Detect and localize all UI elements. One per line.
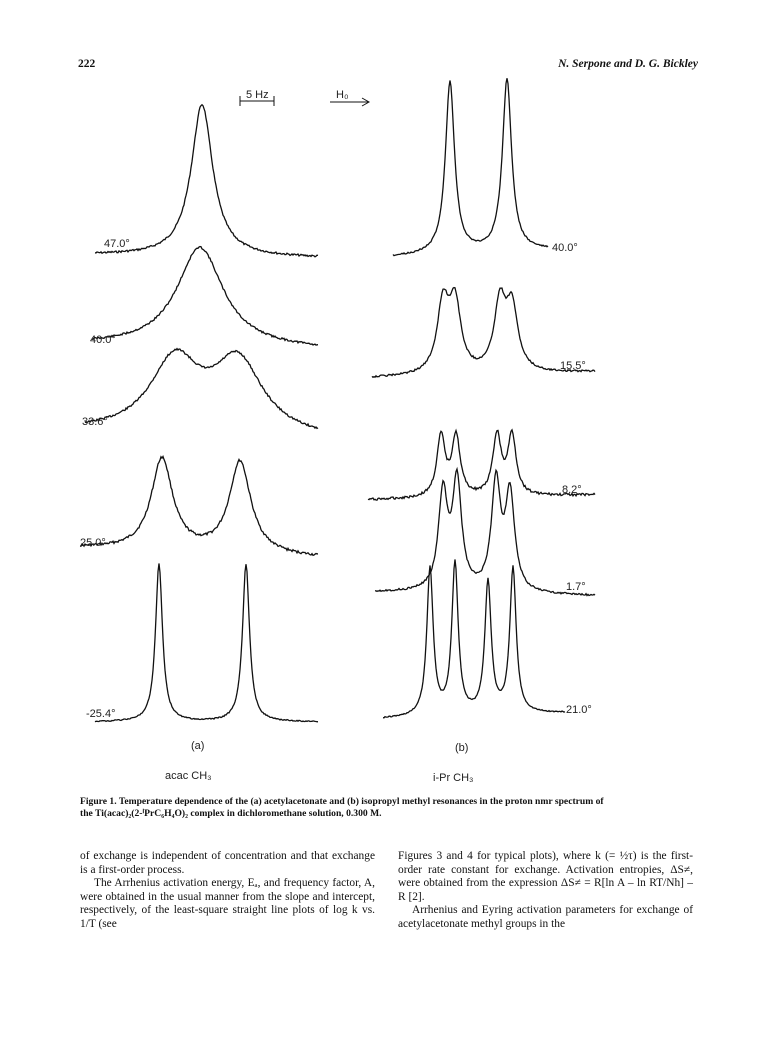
panel-b-letter: (b): [455, 742, 469, 754]
spectrum-a-33-6: [85, 349, 318, 429]
caption-line-2: the Ti(acac)₂(2-ⁱPrC₆H₄O)₂ complex in dichloromethane solution, 0.300 M.: [80, 808, 382, 819]
temp-label-b-2: 15.5°: [560, 360, 586, 372]
body-left-column: [80, 850, 375, 932]
body-paragraph: The Arrhenius activation energy, Eₐ, and frequency factor, A, were obtained in the usual manner from the slope and intercept, respectively, of the least-square straight line plots of log k vs. 1/T (see: [80, 877, 375, 930]
temp-label-a-3: 33.6°: [82, 416, 108, 428]
body-paragraph: Figures 3 and 4 for typical plots), where k (= ½τ) is the first-order rate constant for exchange. Activation entropies, ΔS≠, were obtained from the expression ΔS≠ = R[ln A – ln RT/Nh] – R [2].: [398, 850, 693, 903]
running-head-authors: N. Serpone and D. G. Bickley: [558, 58, 698, 70]
spectra-traces: [80, 78, 595, 722]
spectrum-a-m25-4: [95, 563, 318, 721]
panel-a-group-label: acac CH₃: [165, 770, 212, 782]
spectrum-a-40-0: [92, 247, 318, 346]
spectrum-b-21-0: [383, 559, 565, 717]
spectrum-a-47-0: [95, 105, 318, 257]
spectrum-b-8-2: [368, 430, 595, 500]
spectrum-a-25-0: [80, 457, 318, 556]
page-number: 222: [78, 58, 96, 70]
temp-label-b-5: 21.0°: [566, 704, 592, 716]
field-label: H₀: [336, 89, 349, 101]
temp-label-a-2: 40.0°: [90, 334, 116, 346]
caption-line-1: Figure 1. Temperature dependence of the (a) acetylacetonate and (b) isopropyl methyl resonances in the proton nmr spectrum of: [80, 796, 604, 807]
scale-bar-label: 5 Hz: [246, 89, 269, 101]
panel-a-letter: (a): [191, 740, 205, 752]
temp-label-b-3: 8.2°: [562, 484, 582, 496]
temp-label-a-5: -25.4°: [86, 708, 116, 720]
body-paragraph: of exchange is independent of concentration and that exchange is a first-order process.: [80, 850, 375, 876]
temp-label-a-1: 47.0°: [104, 238, 130, 250]
temp-label-a-4: 25.0°: [80, 537, 106, 549]
panel-b-group-label: i-Pr CH₃: [433, 772, 474, 784]
body-right-column: [398, 850, 693, 932]
spectrum-b-40-0: [393, 78, 548, 255]
body-paragraph: Arrhenius and Eyring activation parameters for exchange of acetylacetonate methyl groups in the: [398, 904, 693, 930]
temp-label-b-4: 1.7°: [566, 581, 586, 593]
figure-caption: [80, 796, 700, 820]
temp-label-b-1: 40.0°: [552, 242, 578, 254]
